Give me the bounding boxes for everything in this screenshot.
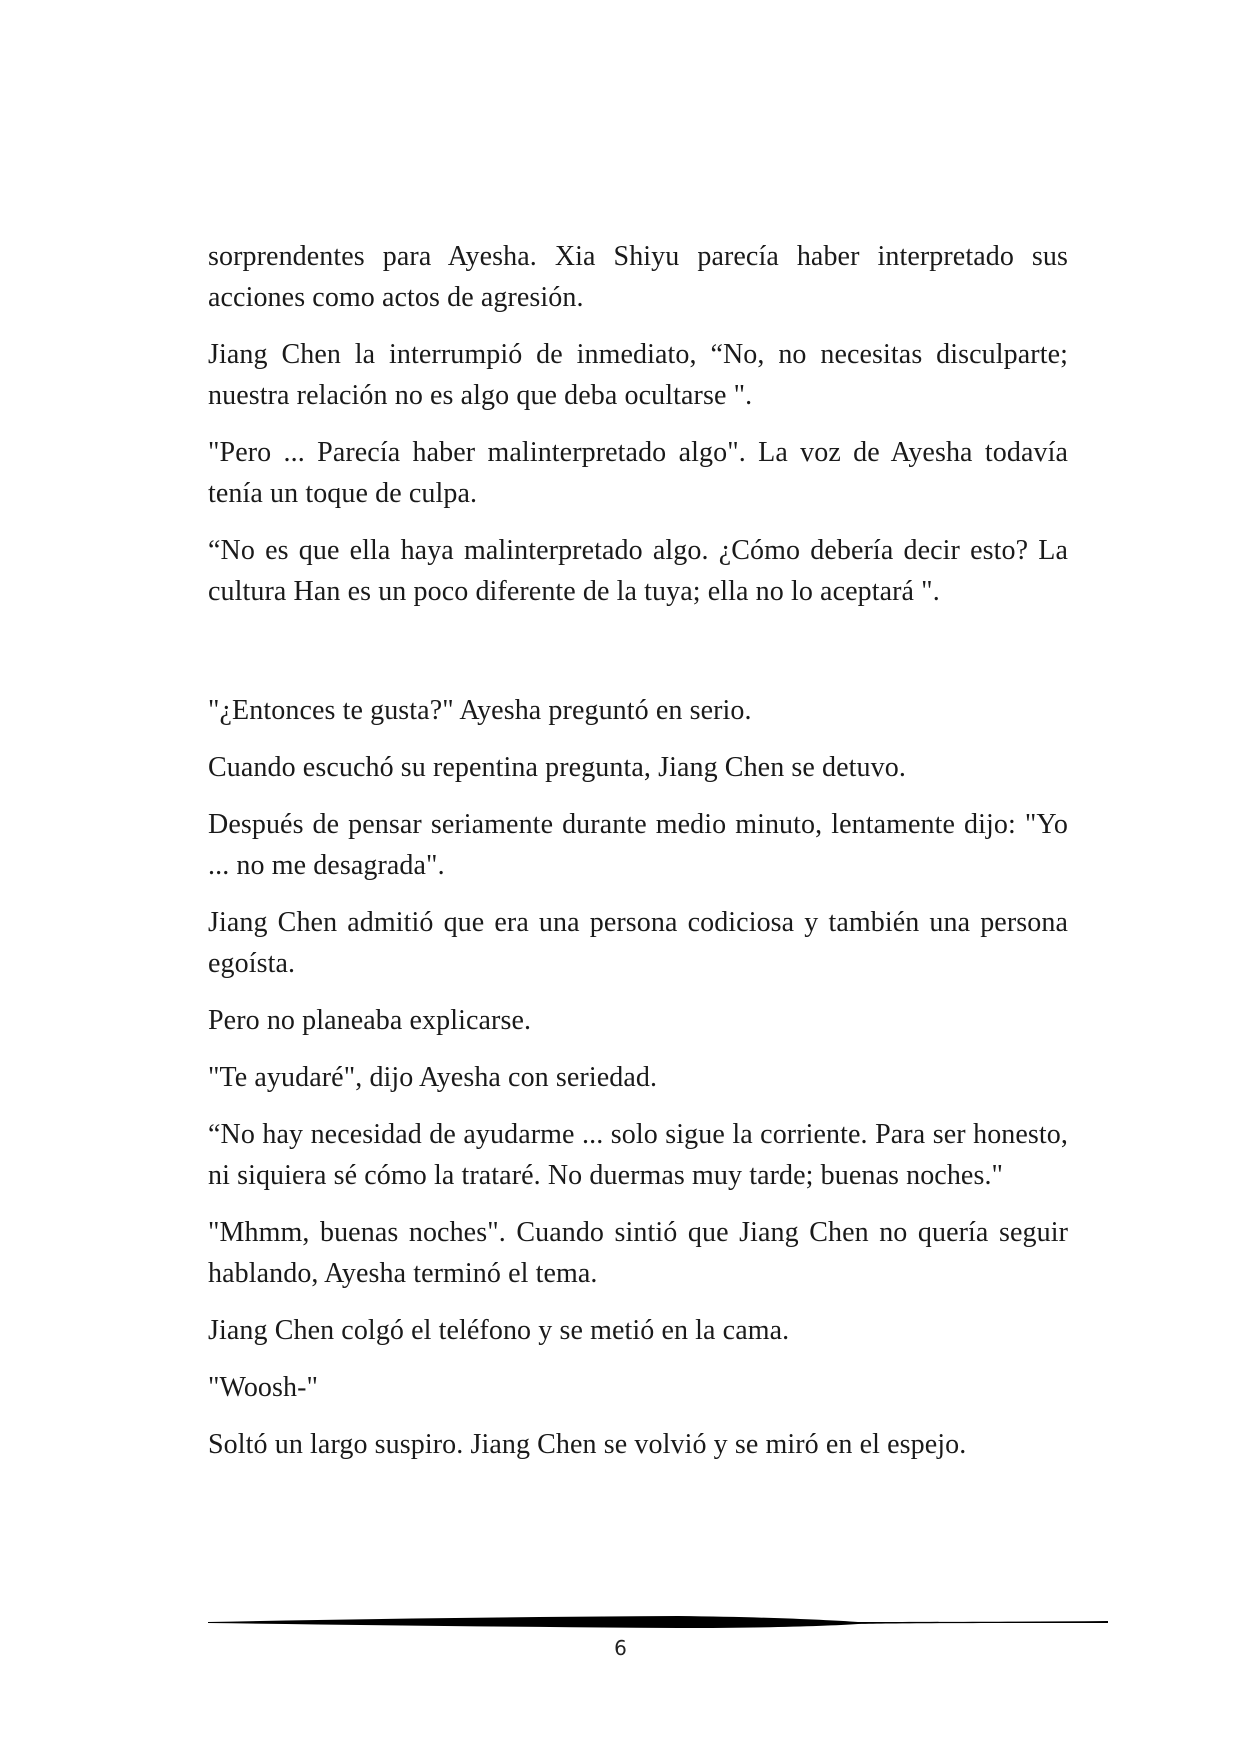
paragraph: Pero no planeaba explicarse.	[208, 1005, 532, 1036]
paragraph: Soltó un largo suspiro. Jiang Chen se volvió y se miró en el espejo.	[208, 1429, 967, 1460]
footer-divider	[208, 1614, 1108, 1630]
paragraph: Después de pensar seriamente durante medio minuto, lentamente dijo: "Yo ... no me desagrada".	[208, 809, 1068, 881]
paragraph: "¿Entonces te gusta?" Ayesha preguntó en serio.	[208, 695, 752, 726]
paragraph: "Pero ... Parecía haber malinterpretado algo". La voz de Ayesha todavía tenía un toque de culpa.	[208, 437, 1068, 509]
paragraph: “No hay necesidad de ayudarme ... solo sigue la corriente. Para ser honesto, ni siquiera sé cómo la trataré. No duermas muy tarde; buenas noches."	[208, 1119, 1068, 1191]
page-body	[208, 236, 1068, 1481]
paragraph: Jiang Chen colgó el teléfono y se metió en la cama.	[208, 1315, 790, 1346]
paragraph: Jiang Chen admitió que era una persona codiciosa y también una persona egoísta.	[208, 907, 1068, 979]
paragraph: "Woosh-"	[208, 1372, 319, 1403]
section-break	[208, 628, 1068, 690]
paragraph: sorprendentes para Ayesha. Xia Shiyu parecía haber interpretado sus acciones como actos de agresión.	[208, 241, 1068, 313]
paragraph: “No es que ella haya malinterpretado algo. ¿Cómo debería decir esto? La cultura Han es un poco diferente de la tuya; ella no lo aceptará ".	[208, 535, 1068, 607]
paragraph: "Te ayudaré", dijo Ayesha con seriedad.	[208, 1062, 658, 1093]
paragraph: Jiang Chen la interrumpió de inmediato, “No, no necesitas disculparte; nuestra relación no es algo que deba ocultarse ".	[208, 339, 1068, 411]
paragraph: "Mhmm, buenas noches". Cuando sintió que Jiang Chen no quería seguir hablando, Ayesha terminó el tema.	[208, 1217, 1068, 1289]
page-number: 6	[614, 1636, 627, 1660]
paragraph: Cuando escuchó su repentina pregunta, Jiang Chen se detuvo.	[208, 752, 906, 783]
